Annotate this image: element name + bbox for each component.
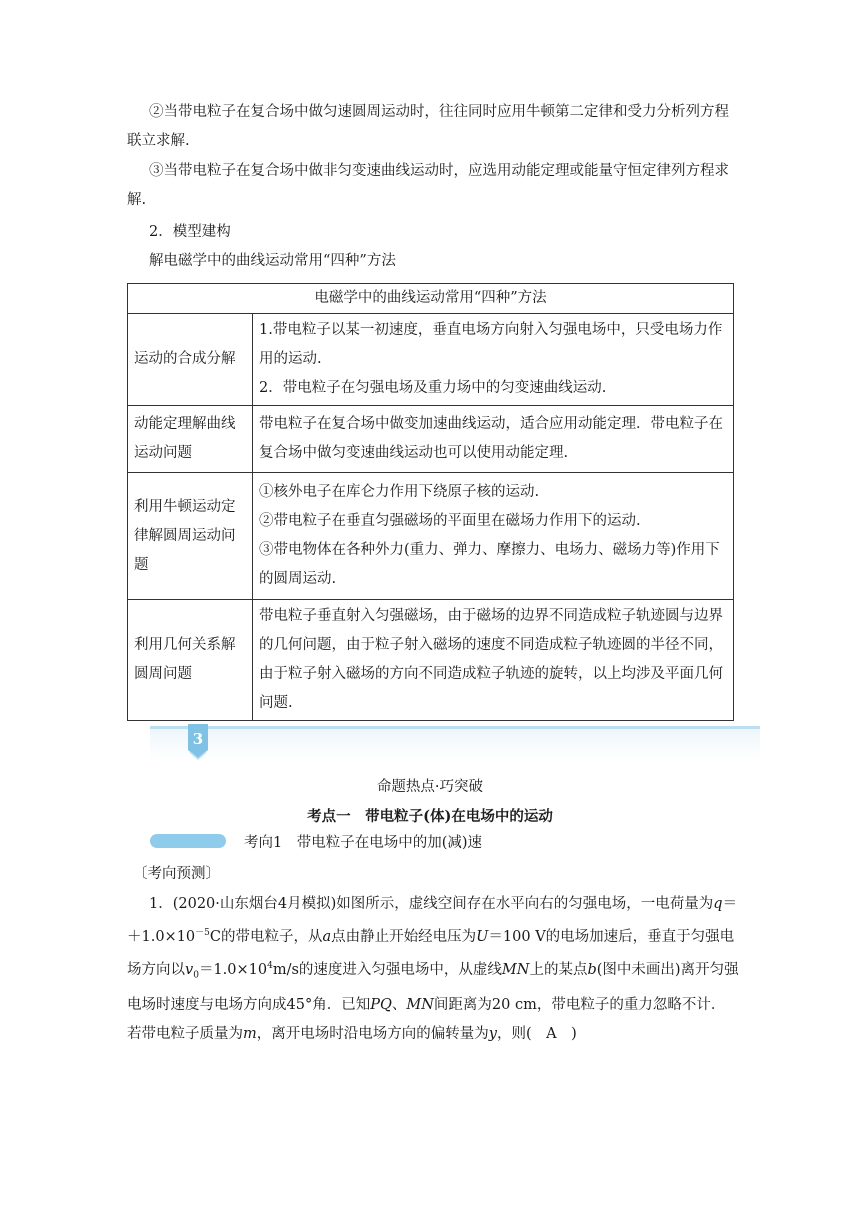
- exponent: 4: [267, 960, 273, 971]
- var-u: U: [476, 928, 489, 945]
- description-cell: [253, 473, 734, 600]
- problem-text-part: ＝＋1.0×10: [127, 896, 738, 945]
- forecast-label: 〔考向预测〕: [133, 866, 220, 882]
- method-cell: 利用几何关系解圆周问题: [128, 600, 253, 721]
- methods-table: [127, 283, 734, 721]
- description-line: 1.带电粒子以某一初速度，垂直电场方向射入匀强电场中，只受电场力作用的运动.: [259, 322, 723, 367]
- problem-text-part: C的带电粒子，从: [209, 928, 323, 945]
- description-cell: 带电粒子在复合场中做变加速曲线运动，适合应用动能定理．带电粒子在复合场中做匀变速曲线运动也可以使用动能定理.: [253, 406, 734, 473]
- table-row: [128, 406, 734, 473]
- var-mn: MN: [406, 996, 434, 1013]
- table-row: [128, 473, 734, 600]
- exponent: －5: [195, 928, 210, 938]
- var-v: v: [185, 961, 194, 978]
- method-cell: 利用牛顿运动定律解圆周运动问题: [128, 473, 253, 600]
- var-a: a: [322, 928, 332, 945]
- section-heading-model: 2．模型建构: [149, 224, 231, 240]
- problem-text-part: 点由静止开始经电压为: [331, 928, 477, 945]
- description-cell: [253, 314, 734, 406]
- section-number: 3: [192, 730, 204, 748]
- kaoxiang-title: 考向1 带电粒子在电场中的加(减)速: [244, 835, 483, 851]
- problem-text-part: ，则( A ): [496, 1025, 577, 1042]
- description-line: 2．带电粒子在匀强电场及重力场中的匀变速曲线运动.: [259, 380, 607, 396]
- problem-text-part: ＝1.0×10: [198, 961, 268, 978]
- subscript: 0: [193, 970, 199, 981]
- problem-text-part: 间距离为20 cm，带电粒子的重力忽略不计．若带电粒子质量为: [127, 996, 726, 1042]
- problem-text: [127, 890, 739, 1049]
- problem-text-part: 、: [391, 996, 407, 1013]
- table-row: [128, 600, 734, 721]
- method-cell: 运动的合成分解: [128, 314, 253, 406]
- section-number-badge: [186, 722, 210, 762]
- problem-text-part: ＝100 V的电场加速后，垂直于匀强电场方向以: [127, 928, 735, 978]
- table-row: [128, 314, 734, 406]
- problem-text-part: 上的某点: [529, 961, 588, 978]
- description-line: ③带电物体在各种外力(重力、弹力、摩擦力、电场力、磁场力等)作用下的圆周运动.: [259, 542, 720, 587]
- paragraph-rule-3: ③当带电粒子在复合场中做非匀变速曲线运动时，应选用动能定理或能量守恒定律列方程求解.: [127, 163, 729, 208]
- problem-text-part: (图中未画出)离开匀强电场时速度与电场方向成45°角．已知: [127, 961, 739, 1013]
- table-header: 电磁学中的曲线运动常用“四种”方法: [128, 284, 734, 314]
- var-m: m: [243, 1025, 257, 1042]
- problem-text-part: 1．(2020·山东烟台4月模拟)如图所示，虚线空间存在水平向右的匀强电场，一电荷量为: [149, 896, 714, 912]
- var-y: y: [488, 1025, 497, 1042]
- table-intro: 解电磁学中的曲线运动常用“四种”方法: [149, 253, 396, 269]
- divider-line: [150, 726, 760, 729]
- divider-shade: [150, 729, 760, 761]
- topic-pill: [150, 834, 226, 848]
- problem-text-part: m/s的速度进入匀强电场中，从虚线: [272, 961, 502, 978]
- section-divider: [150, 722, 760, 766]
- description-line: ②带电粒子在垂直匀强磁场的平面里在磁场力作用下的运动.: [259, 513, 641, 529]
- problem-text-part: ，离开电场时沿电场方向的偏转量为: [256, 1025, 489, 1042]
- description-line: ①核外电子在库仑力作用下绕原子核的运动.: [259, 484, 540, 500]
- description-cell: 带电粒子垂直射入匀强磁场，由于磁场的边界不同造成粒子轨迹圆与边界的几何问题，由于粒子射入磁场的速度不同造成粒子轨迹圆的半径不同，由于粒子射入磁场的方向不同造成粒子轨迹的旋转，以上均涉及平面几何问题.: [253, 600, 734, 721]
- var-mn: MN: [501, 961, 530, 978]
- chapter-title: 命题热点·巧突破: [376, 779, 484, 795]
- var-q: q: [713, 896, 723, 912]
- paragraph-rule-2: ②当带电粒子在复合场中做匀速圆周运动时，往往同时应用牛顿第二定律和受力分析列方程联立求解.: [127, 104, 729, 149]
- var-pq: PQ: [370, 996, 392, 1013]
- var-b: b: [587, 961, 597, 978]
- kaodian-title: 考点一 带电粒子(体)在电场中的运动: [307, 808, 553, 825]
- method-cell: 动能定理解曲线运动问题: [128, 406, 253, 473]
